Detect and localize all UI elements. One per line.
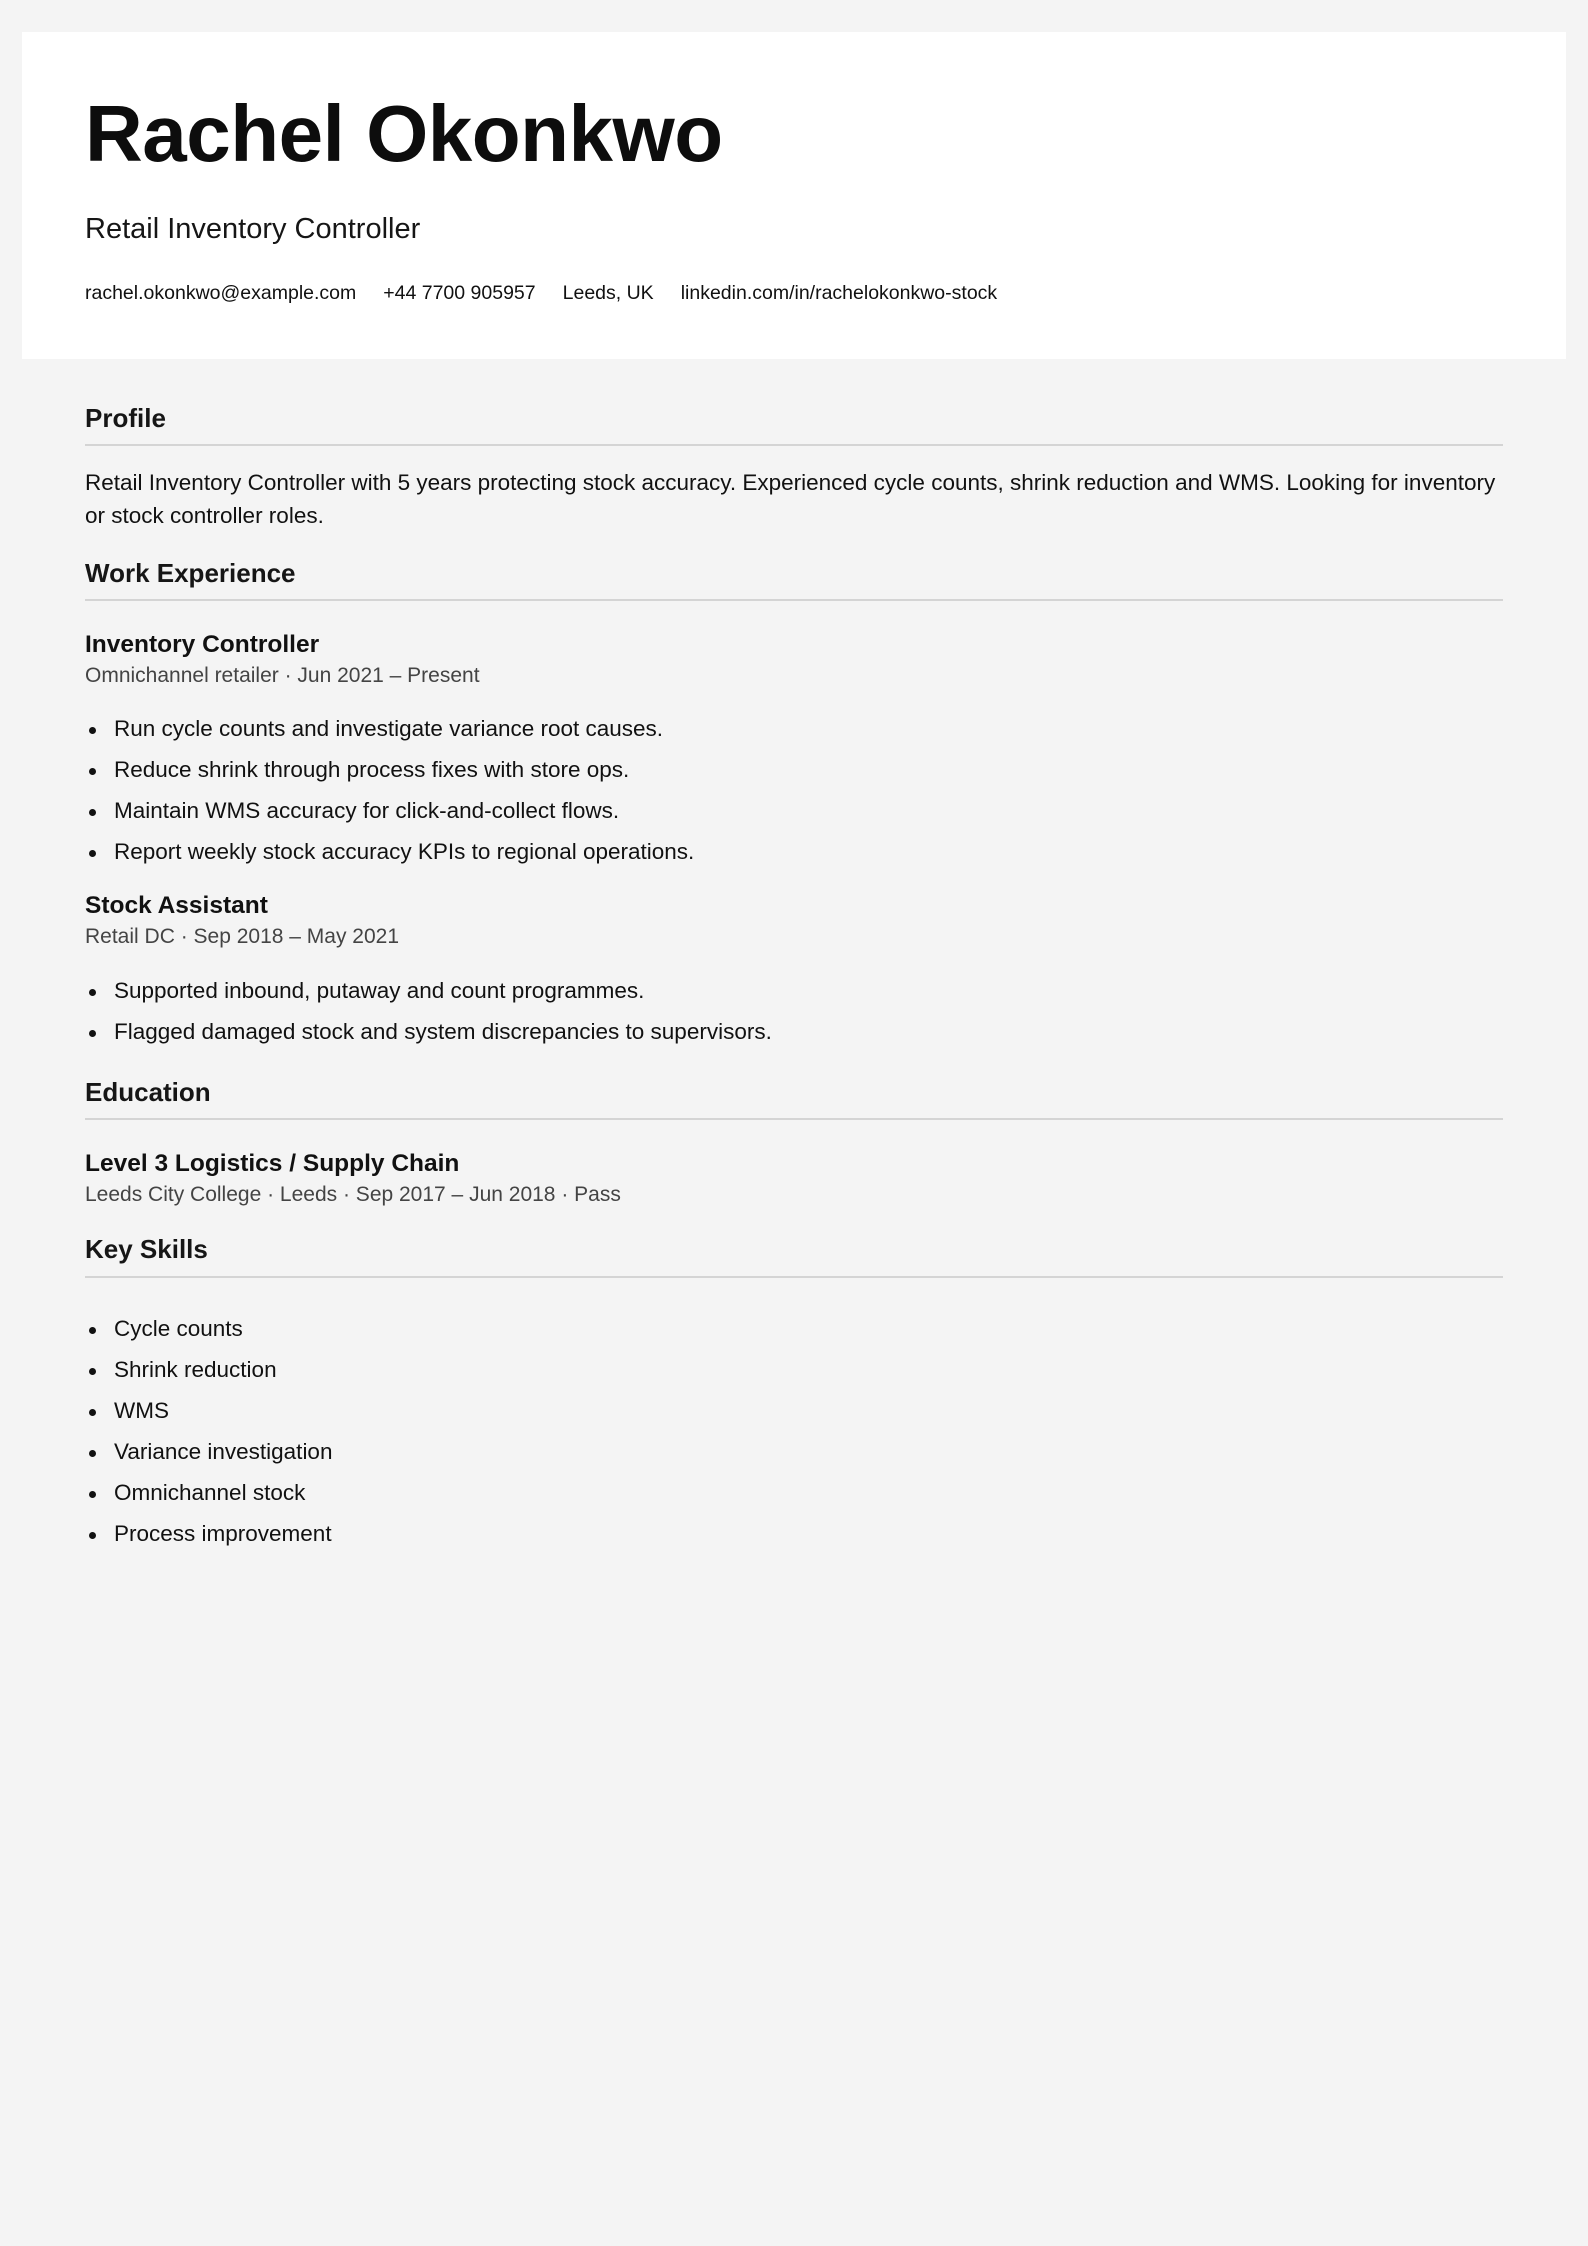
resume-header [22, 32, 1566, 359]
experience-section [85, 555, 1503, 1052]
job-bullet: Maintain WMS accuracy for click-and-collect flows. [85, 790, 1503, 831]
skill-item: Process improvement [85, 1513, 1503, 1554]
job-meta: Omnichannel retailer · Jun 2021 – Present [85, 663, 480, 687]
contact-location: Leeds, UK [562, 282, 654, 304]
job-bullet: Flagged damaged stock and system discrepancies to supervisors. [85, 1011, 1503, 1052]
job-bullet: Report weekly stock accuracy KPIs to regional operations. [85, 831, 1503, 872]
job-bullet: Supported inbound, putaway and count programmes. [85, 970, 1503, 1011]
skills-section [85, 1231, 1503, 1553]
education-section [85, 1074, 1503, 1210]
education-title: Level 3 Logistics / Supply Chain [85, 1149, 460, 1177]
contact-linkedin: linkedin.com/in/rachelokonkwo-stock [680, 282, 998, 304]
skill-item: Cycle counts [85, 1308, 1503, 1349]
job-bullet: Reduce shrink through process fixes with store ops. [85, 749, 1503, 790]
candidate-name: Rachel Okonkwo [85, 89, 723, 178]
skills-list [85, 1308, 1503, 1554]
experience-list [85, 629, 1503, 1051]
education-list [85, 1148, 1503, 1209]
skill-item: Omnichannel stock [85, 1472, 1503, 1513]
job-bullets [85, 708, 1503, 872]
contact-phone: +44 7700 905957 [383, 282, 536, 304]
education-entry [85, 1148, 1503, 1209]
skill-item: WMS [85, 1390, 1503, 1431]
job-entry [85, 629, 1503, 872]
job-bullet: Run cycle counts and investigate variance root causes. [85, 708, 1503, 749]
job-title: Inventory Controller [85, 631, 320, 659]
skill-item: Variance investigation [85, 1431, 1503, 1472]
profile-section [85, 400, 1503, 533]
job-bullets [85, 970, 1503, 1052]
experience-heading: Work Experience [85, 555, 1503, 601]
education-meta: Leeds City College · Leeds · Sep 2017 – Jun 2018 · Pass [85, 1182, 621, 1206]
job-entry [85, 890, 1503, 1051]
job-title: Stock Assistant [85, 892, 268, 920]
candidate-title: Retail Inventory Controller [85, 213, 421, 245]
resume-body [85, 400, 1503, 1576]
job-meta: Retail DC · Sep 2018 – May 2021 [85, 925, 400, 949]
contact-info [85, 281, 997, 306]
skills-heading: Key Skills [85, 1231, 1503, 1277]
education-heading: Education [85, 1074, 1503, 1120]
skill-item: Shrink reduction [85, 1349, 1503, 1390]
profile-text: Retail Inventory Controller with 5 years protecting stock accuracy. Experienced cycle counts, shrink reduction and WMS. Looking for inventory or stock controller roles. [85, 470, 1496, 529]
contact-email: rachel.okonkwo@example.com [85, 282, 357, 304]
profile-heading: Profile [85, 400, 1503, 446]
